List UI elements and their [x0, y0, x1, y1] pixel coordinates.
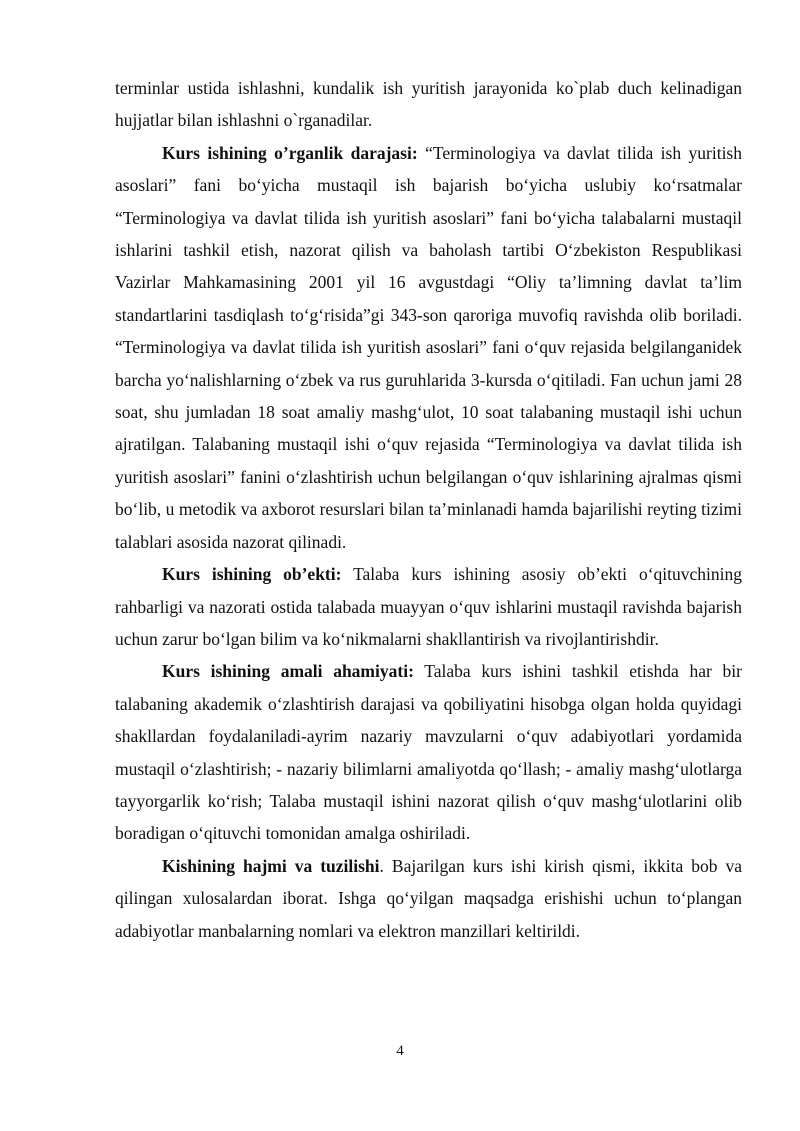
paragraph-volume-structure — [115, 850, 742, 947]
paragraph-continuation — [115, 72, 742, 137]
paragraph-text: “Terminologiya va davlat tilida ish yuritish asoslari” fani bo‘yicha mustaqil ish bajarish bo‘yicha uslubiy ko‘rsatmalar “Terminologiya va davlat tilida ish yuritish asoslari” fani bo‘yicha talabalarni mustaqil ishlarini tashkil etish, nazorat qilish va baholash tartibi O‘zbekiston Respublikasi Vazirlar Mahkamasining 2001 yil 16 avgustdagi “Oliy ta’limning davlat ta’lim standartlarini tasdiqlash to‘g‘risida”gi 343-son qaroriga muvofiq ravishda olib boriladi. “Terminologiya va davlat tilida ish yuritish asoslari” fani o‘quv rejasida belgilanganidek barcha yo‘nalishlarning o‘zbek va rus guruhlarida 3-kursda o‘qitiladi. Fan uchun jami 28 soat, shu jumladan 18 soat amaliy mashg‘ulot, 10 soat talabaning mustaqil ishi uchun ajratilgan. Talabaning mustaqil ishi o‘quv rejasida “Terminologiya va davlat tilida ish yuritish asoslari” fanini o‘zlashtirish uchun belgilangan o‘quv ishlarining ajralmas qismi bo‘lib, u metodik va axborot resurslari bilan ta’minlanadi hamda bajarilishi reyting tizimi talablari asosida nazorat qilinadi. — [115, 142, 742, 552]
paragraph-practical-significance — [115, 655, 742, 849]
paragraph-text: terminlar ustida ishlashni, kundalik ish yuritish jarayonida ko`plab duch kelinadigan hujjatlar bilan ishlashni o`rganadilar. — [115, 78, 742, 131]
paragraph-text: Talaba kurs ishining asosiy ob’ekti o‘qituvchining rahbarligi va nazorati ostida talabada muayyan o‘quv ishlarini mustaqil ravishda bajarish uchun zarur bo‘lgan bilim va ko‘nikmalarni shakllantirish va rivojlantirishdir. — [115, 564, 742, 649]
paragraph-heading: Kurs ishining o’rganlik darajasi: — [162, 142, 418, 163]
paragraph-text: Talaba kurs ishini tashkil etishda har bir talabaning akademik o‘zlashtirish darajasi va qobiliyatini hisobga olgan holda quyidagi shakllardan foydalaniladi-ayrim nazariy mavzularni o‘quv adabiyotlari yordamida mustaqil o‘zlashtirish; - nazariy bilimlarni amaliyotda qo‘llash; - amaliy mashg‘ulotlarga tayyorgarlik ko‘rish; Talaba mustaqil ishini nazorat qilish o‘quv mashg‘ulotlarini olib boradigan o‘qituvchi tomonidan amalga oshiriladi. — [115, 661, 743, 844]
paragraph-heading: Kishining hajmi va tuzilishi — [162, 855, 380, 876]
paragraph-study-level — [115, 137, 742, 558]
paragraph-text: . Bajarilgan kurs ishi kirish qismi, ikkita bob va qilingan xulosalardan iborat. Ishga qo‘yilgan maqsadga erishishi uchun to‘plangan adabiyotlar manbalarning nomlari va elektron manzillari keltirildi. — [115, 855, 742, 941]
paragraph-object — [115, 558, 742, 655]
document-page — [115, 72, 742, 947]
paragraph-heading: Kurs ishining ob’ekti: — [162, 564, 342, 585]
paragraph-heading: Kurs ishining amali ahamiyati: — [162, 661, 414, 682]
page-number: 4 — [396, 1043, 404, 1059]
